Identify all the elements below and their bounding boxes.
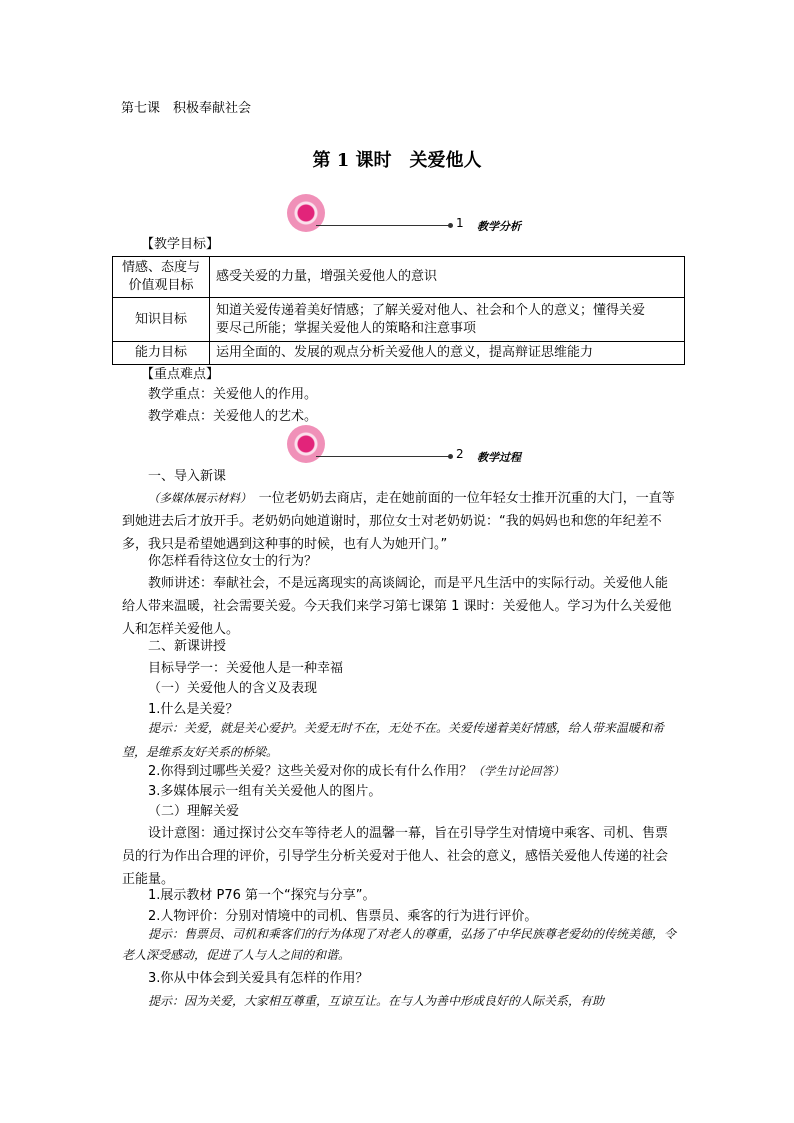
keypoints-heading: 【重点难点】 [141,367,220,382]
part-heading: 一、导入新课 [148,469,227,484]
part-heading: 二、新课讲授 [148,639,227,654]
section-line [316,225,450,226]
hint-3: 提示：因为关爱，大家相互尊重，互谅互让。在与人为善中形成良好的人际关系，有助 [148,994,605,1008]
goal-label-line: 价值观目标 [128,278,194,293]
step-3: 3.你从中体会到关爱具有怎样的作用？ [148,971,369,986]
goal-label: 能力目标 [113,342,210,365]
goal-content [210,298,685,342]
table-row [113,342,685,365]
lesson-header: 第七课 积极奉献社会 [121,101,252,116]
goals-heading: 【教学目标】 [141,237,220,252]
section-dot [448,454,453,459]
goal-content-line: 知道关爱传递着美好情感；了解关爱对他人、社会和个人的意义；懂得关爱 [216,302,646,318]
story-text: 一位老奶奶去商店，走在她前面的一位年轻女士推开沉重的大门，一直等到她进去后才放开手。老奶奶向她道谢时，那位女士对老奶奶说：“我的妈妈也和您的年纪差不多，我只是希望她遇到这种事的时候，也有人为她开门。” [122,491,675,552]
section-title: 教学分析 [477,220,521,233]
section-dot [448,223,453,228]
question-2-text: 2.你得到过哪些关爱？这些关爱对你的成长有什么作用？ [148,764,473,779]
page-title: 第 1 课时 关爱他人 [312,150,482,171]
hint-2: 提示：售票员、司机和乘客们的行为体现了对老人的尊重，弘扬了中华民族尊老爱幼的传统美德，令老人深受感动，促进了人与人之间的和谐。 [122,927,677,962]
question-3: 3.多媒体展示一组有关关爱他人的图片。 [148,784,382,799]
goal-content: 感受关爱的力量，增强关爱他人的意识 [210,257,685,298]
section-badge-icon [287,194,325,232]
story-paragraph [122,487,677,556]
goal-content-line: 要尽己所能；掌握关爱他人的策略和注意事项 [216,320,477,336]
key-difficulty: 教学难点：关爱他人的艺术。 [148,409,318,424]
key-focus: 教学重点：关爱他人的作用。 [148,387,318,402]
section-number: 2 [456,447,464,461]
goal-label: 知识目标 [113,298,210,342]
goal-label-line: 情感、态度与 [121,260,200,275]
media-tag: （多媒体展示材料） [148,491,246,505]
teacher-talk: 教师讲述：奉献社会，不是远离现实的高谈阔论，而是平凡生活中的实际行动。关爱他人能给人带来温暖，社会需要关爱。今天我们来学习第七课第 1 课时：关爱他人。学习为什么关爱他人和怎样关爱他人。 [122,576,672,637]
section-line [316,456,450,457]
question-2 [148,762,564,781]
step-2: 2.人物评价：分别对情境中的司机、售票员、乘客的行为进行评价。 [148,909,538,924]
question-2-note: （学生讨论回答） [472,764,565,778]
section-number: 1 [456,216,464,230]
goal-heading: 目标导学一：关爱他人是一种幸福 [148,661,344,676]
hint-1: 提示：关爱，就是关心爱护。关爱无时不在，无处不在。关爱传递着美好情感，给人带来温暖和希望，是维系友好关系的桥梁。 [122,721,665,759]
goal-label [113,257,210,298]
question: 你怎样看待这位女士的行为？ [148,554,318,569]
goals-table [112,256,685,365]
section-badge-icon [287,425,325,463]
section-title: 教学过程 [477,451,521,464]
design-intent: 设计意图：通过探讨公交车等待老人的温馨一幕，旨在引导学生对情境中乘客、司机、售票员的行为作出合理的评价，引导学生分析关爱对于他人、社会的意义，感悟关爱他人传递的社会正能量。 [122,826,669,887]
question-1: 1.什么是关爱？ [148,702,239,717]
sub-heading: （一）关爱他人的含义及表现 [148,681,318,696]
table-row [113,298,685,342]
goal-content: 运用全面的、发展的观点分析关爱他人的意义，提高辩证思维能力 [210,342,685,365]
step-1: 1.展示教材 P76 第一个“探究与分享”。 [148,888,376,903]
table-row [113,257,685,298]
sub-heading: （二）理解关爱 [148,804,240,819]
